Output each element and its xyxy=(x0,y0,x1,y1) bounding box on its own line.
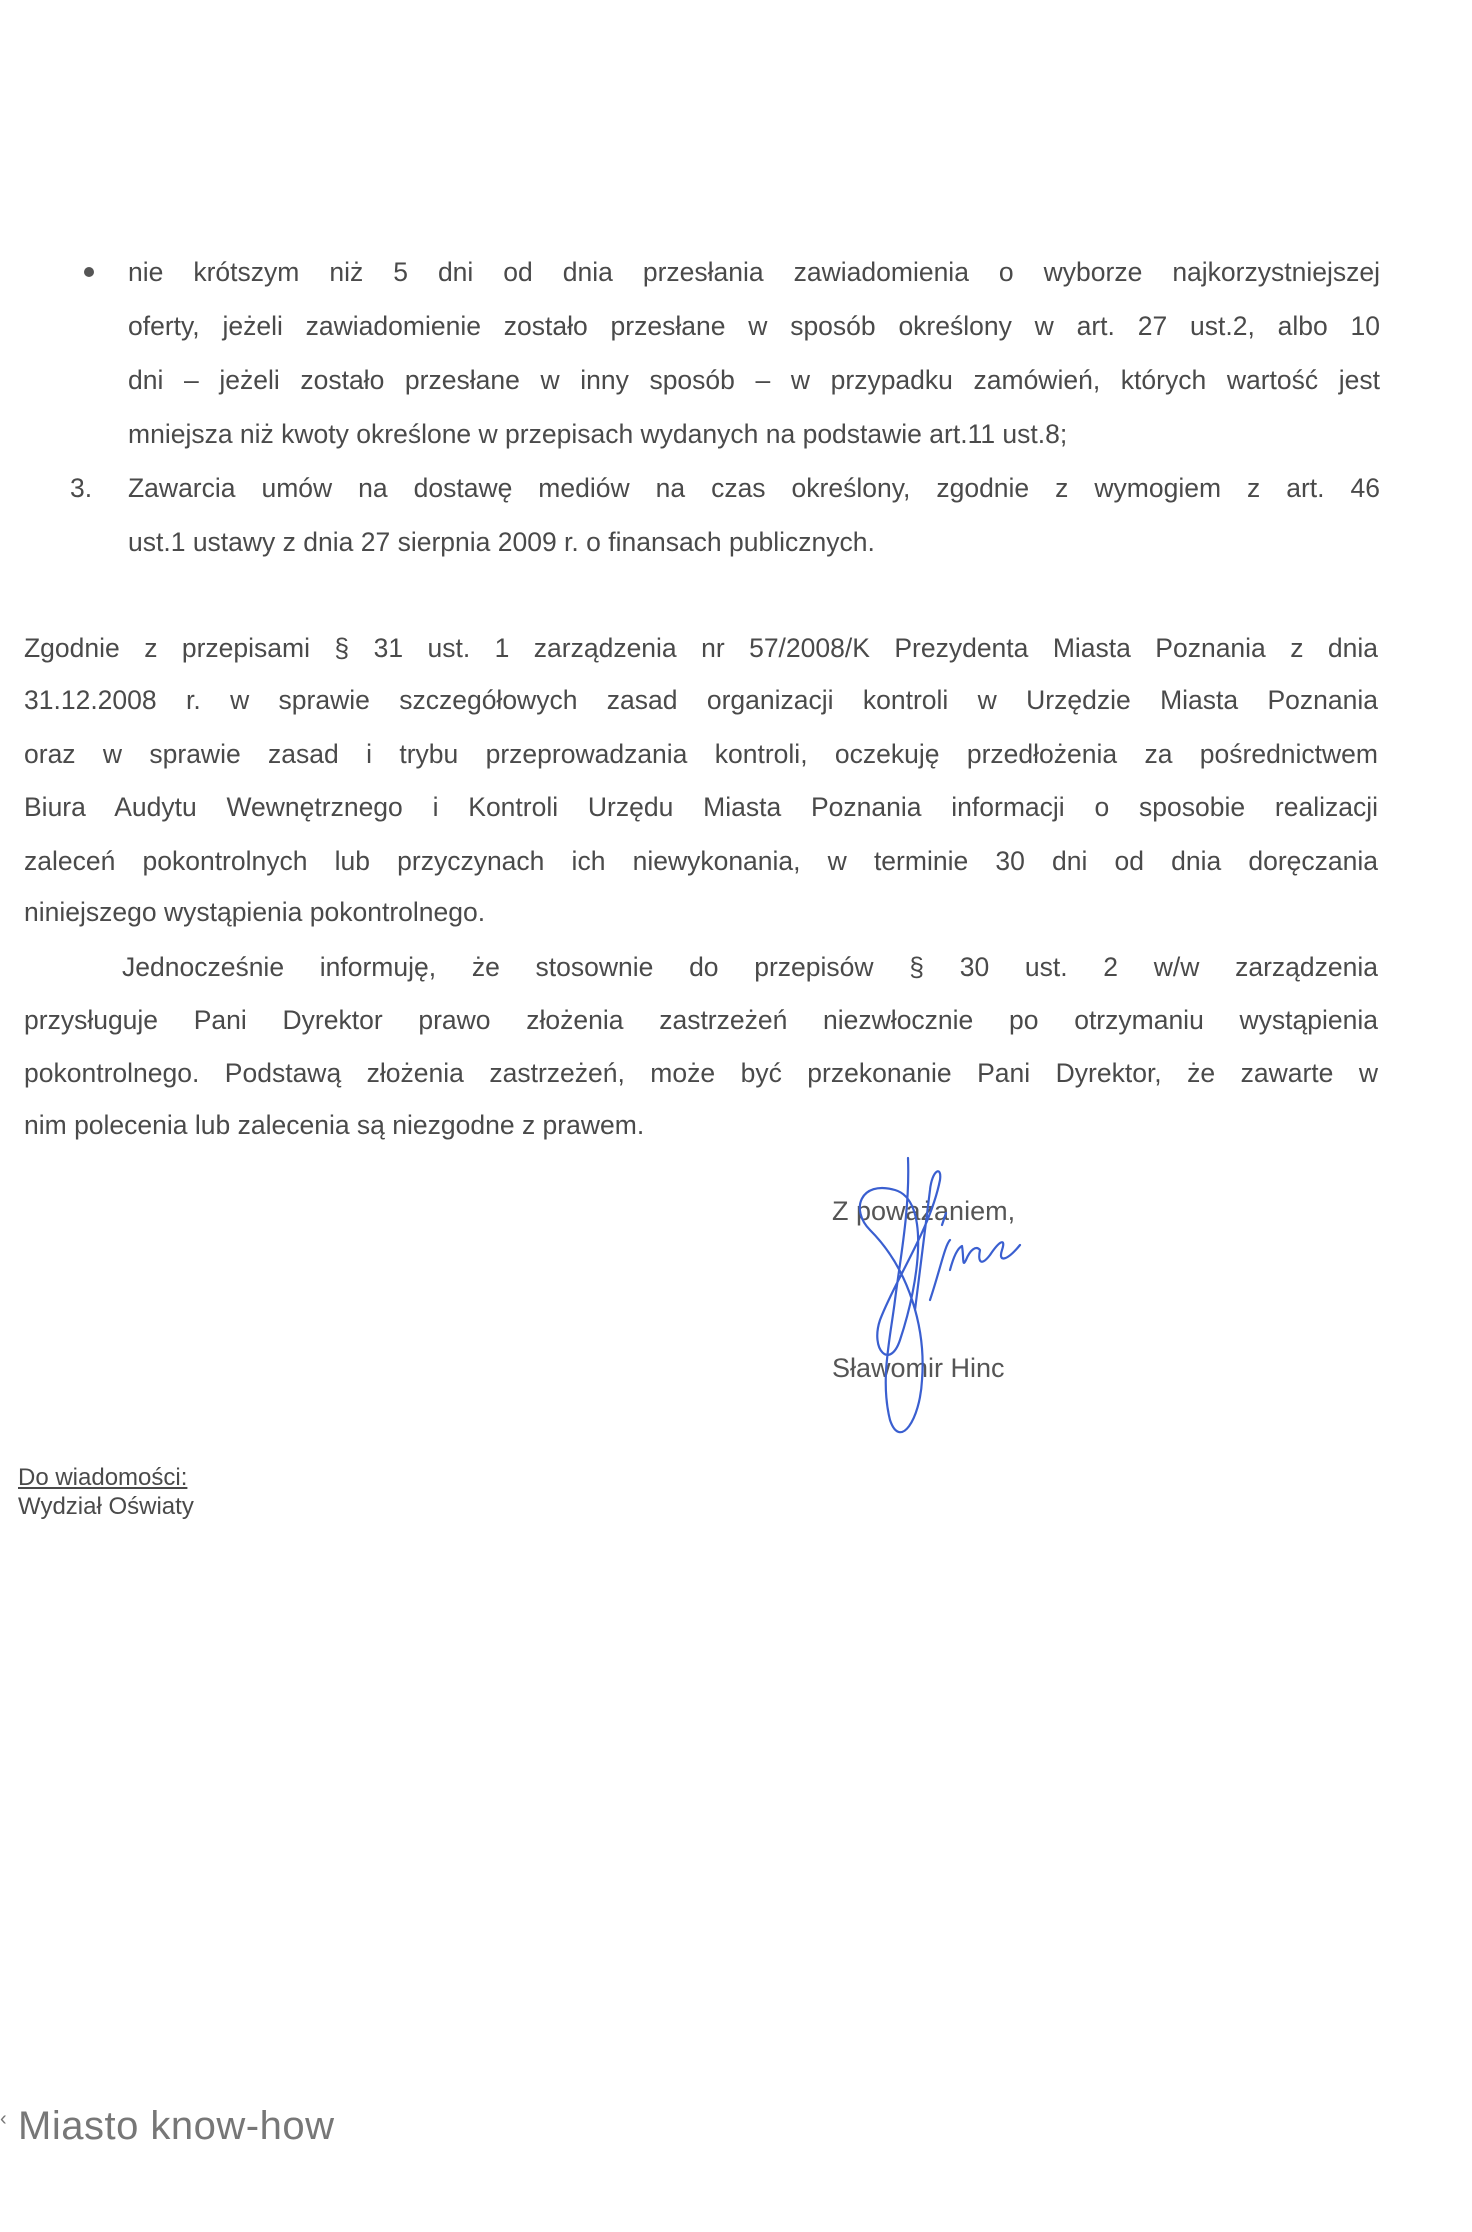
handwritten-signature xyxy=(850,1150,1070,1450)
paragraph-line: przysługuje Pani Dyrektor prawo złożenia zastrzeżeń niezwłocznie po otrzymaniu wystąpienia xyxy=(24,1005,1378,1035)
bullet-line: dni – jeżeli zostało przesłane w inny sposób – w przypadku zamówień, których wartość jest xyxy=(128,365,1380,395)
paragraph-line: Zgodnie z przepisami § 31 ust. 1 zarządzenia nr 57/2008/K Prezydenta Miasta Poznania z dnia xyxy=(24,633,1378,663)
bullet-line: mniejsza niż kwoty określone w przepisach wydanych na podstawie art.11 ust.8; xyxy=(128,419,1068,449)
cc-label: Do wiadomości: xyxy=(18,1464,188,1491)
list-item-line: Zawarcia umów na dostawę mediów na czas określony, zgodnie z wymogiem z art. 46 xyxy=(128,473,1380,503)
paragraph-line: nim polecenia lub zalecenia są niezgodne z prawem. xyxy=(24,1110,645,1140)
paragraph-line: Jednocześnie informuję, że stosownie do przepisów § 30 ust. 2 w/w zarządzenia xyxy=(122,952,1378,982)
signature-stroke xyxy=(930,1213,950,1300)
paragraph-line: 31.12.2008 r. w sprawie szczegółowych zasad organizacji kontroli w Urzędzie Miasta Poznania xyxy=(24,685,1378,715)
bullet-icon xyxy=(84,267,94,277)
paragraph-line: Biura Audytu Wewnętrznego i Kontroli Urzędu Miasta Poznania informacji o sposobie realizacji xyxy=(24,792,1378,822)
cc-recipient: Wydział Oświaty xyxy=(18,1493,194,1520)
footer-logo: Miasto know-how xyxy=(18,2104,335,2148)
bullet-line: oferty, jeżeli zawiadomienie zostało przesłane w sposób określony w art. 27 ust.2, albo 10 xyxy=(128,311,1380,341)
paragraph-line: niniejszego wystąpienia pokontrolnego. xyxy=(24,897,486,927)
closing-salutation: Z poważaniem, xyxy=(832,1196,1016,1226)
list-number: 3. xyxy=(70,473,93,503)
signatory-name: Sławomir Hinc xyxy=(832,1353,1005,1383)
paragraph-line: oraz w sprawie zasad i trybu przeprowadzania kontroli, oczekuję przedłożenia za pośrednictwem xyxy=(24,739,1378,769)
signature-stroke xyxy=(860,1158,940,1432)
bullet-line: nie krótszym niż 5 dni od dnia przesłania zawiadomienia o wyborze najkorzystniejszej xyxy=(128,257,1380,287)
paragraph-line: pokontrolnego. Podstawą złożenia zastrzeżeń, może być przekonanie Pani Dyrektor, że zawarte w xyxy=(24,1058,1378,1088)
list-item-line: ust.1 ustawy z dnia 27 sierpnia 2009 r. o finansach publicznych. xyxy=(128,527,875,557)
signature-stroke xyxy=(950,1242,1020,1270)
logo-mark-icon: ‹ xyxy=(0,2108,7,2130)
paragraph-line: zaleceń pokontrolnych lub przyczynach ich niewykonania, w terminie 30 dni od dnia doręczania xyxy=(24,846,1378,876)
